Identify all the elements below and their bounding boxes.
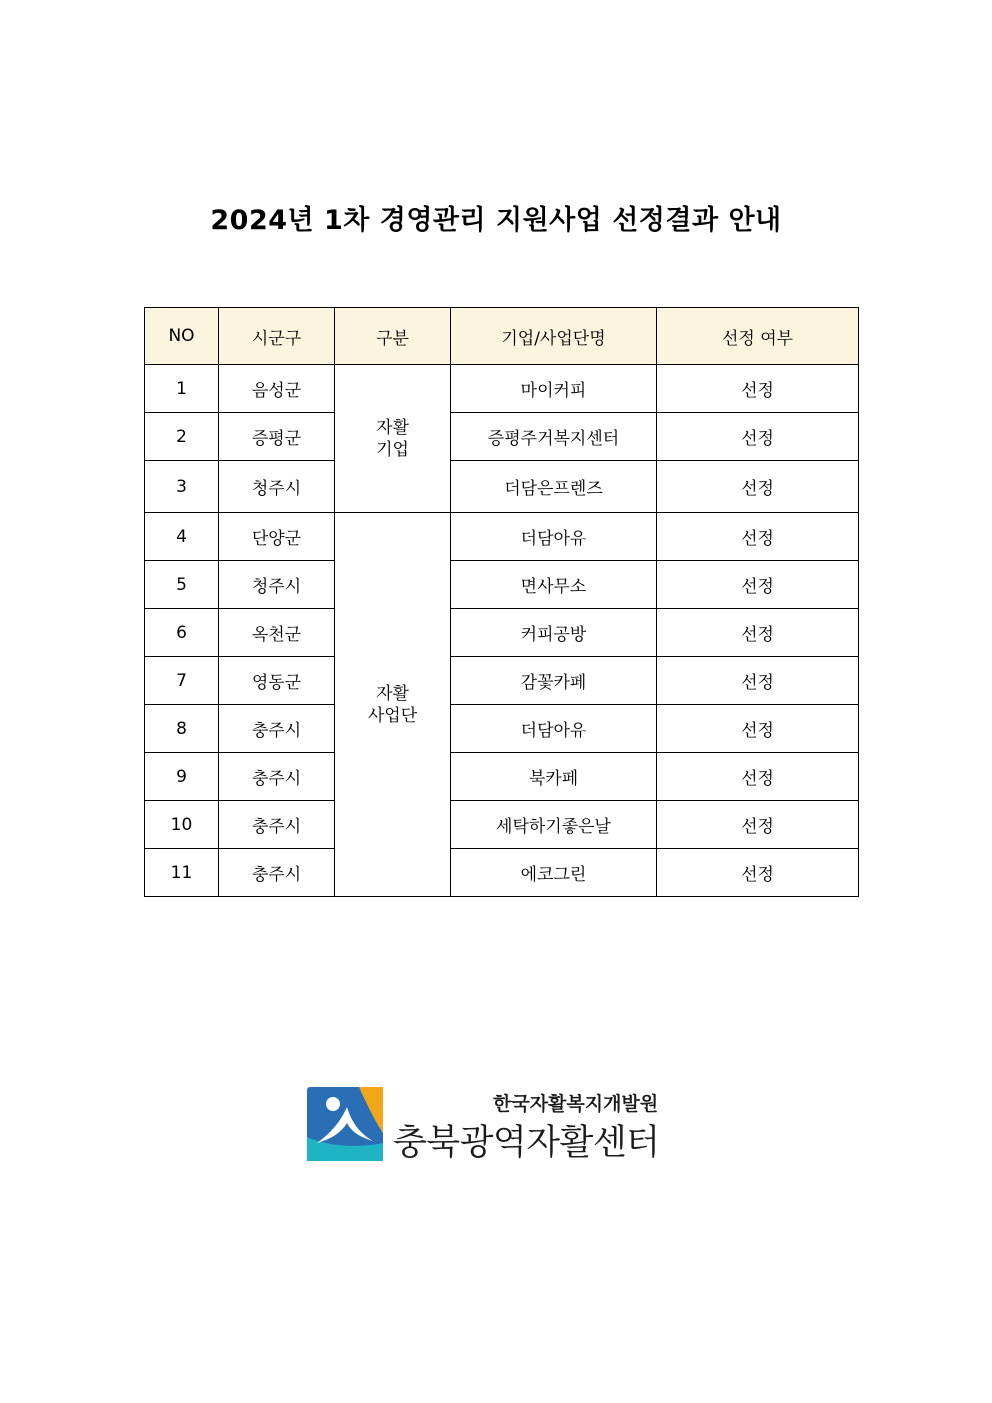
cell-status: 선정 [657, 513, 859, 561]
table-row [145, 413, 859, 461]
cell-name: 세탁하기좋은날 [451, 801, 657, 849]
cell-region: 청주시 [219, 461, 335, 513]
cell-status: 선정 [657, 365, 859, 413]
cell-region: 청주시 [219, 561, 335, 609]
cell-region: 음성군 [219, 365, 335, 413]
cell-status: 선정 [657, 413, 859, 461]
cell-no: 7 [145, 657, 219, 705]
logo-mark-icon [307, 1087, 383, 1161]
table-row [145, 753, 859, 801]
table-row [145, 513, 859, 561]
page-title: 2024년 1차 경영관리 지원사업 선정결과 안내 [210, 205, 782, 236]
header-company-name: 기업/사업단명 [451, 308, 657, 365]
category-line: 기업 [376, 439, 409, 460]
cell-name: 더담아유 [451, 705, 657, 753]
logo-name: 충북광역자활센터 [393, 1123, 660, 1163]
cell-name: 증평주거복지센터 [451, 413, 657, 461]
cell-no: 11 [145, 849, 219, 897]
cell-region: 증평군 [219, 413, 335, 461]
cell-name: 커피공방 [451, 609, 657, 657]
table-header-row [145, 308, 859, 365]
cell-name: 마이커피 [451, 365, 657, 413]
logo-subtitle: 한국자활복지개발원 [493, 1093, 659, 1115]
table-row [145, 705, 859, 753]
table-row [145, 365, 859, 413]
category-line: 자활 [376, 683, 409, 704]
cell-status: 선정 [657, 849, 859, 897]
organization-logo [307, 1087, 667, 1163]
cell-region: 충주시 [219, 849, 335, 897]
cell-no: 1 [145, 365, 219, 413]
cell-no: 4 [145, 513, 219, 561]
cell-name: 감꽃카페 [451, 657, 657, 705]
cell-status: 선정 [657, 461, 859, 513]
cell-name: 더담은프렌즈 [451, 461, 657, 513]
table-row [145, 657, 859, 705]
cell-status: 선정 [657, 561, 859, 609]
table-row [145, 561, 859, 609]
cell-no: 3 [145, 461, 219, 513]
table-row [145, 609, 859, 657]
cell-region: 충주시 [219, 753, 335, 801]
cell-status: 선정 [657, 657, 859, 705]
table-row [145, 849, 859, 897]
cell-status: 선정 [657, 753, 859, 801]
category-line: 사업단 [367, 705, 418, 726]
cell-no: 6 [145, 609, 219, 657]
cell-no: 8 [145, 705, 219, 753]
cell-no: 2 [145, 413, 219, 461]
table-row [145, 461, 859, 513]
cell-no: 10 [145, 801, 219, 849]
header-category: 구분 [335, 308, 451, 365]
cell-region: 충주시 [219, 705, 335, 753]
cell-category-self-sufficiency-enterprise [335, 365, 451, 513]
cell-name: 더담아유 [451, 513, 657, 561]
cell-region: 영동군 [219, 657, 335, 705]
cell-status: 선정 [657, 801, 859, 849]
header-no: NO [145, 308, 219, 365]
category-line: 자활 [376, 417, 409, 438]
cell-name: 에코그린 [451, 849, 657, 897]
cell-category-self-sufficiency-project [335, 513, 451, 897]
selection-result-table [144, 307, 859, 897]
cell-no: 5 [145, 561, 219, 609]
cell-status: 선정 [657, 705, 859, 753]
cell-region: 충주시 [219, 801, 335, 849]
cell-status: 선정 [657, 609, 859, 657]
cell-region: 단양군 [219, 513, 335, 561]
table-row [145, 801, 859, 849]
cell-no: 9 [145, 753, 219, 801]
cell-region: 옥천군 [219, 609, 335, 657]
cell-name: 면사무소 [451, 561, 657, 609]
header-selection-status: 선정 여부 [657, 308, 859, 365]
cell-name: 북카페 [451, 753, 657, 801]
header-region: 시군구 [219, 308, 335, 365]
